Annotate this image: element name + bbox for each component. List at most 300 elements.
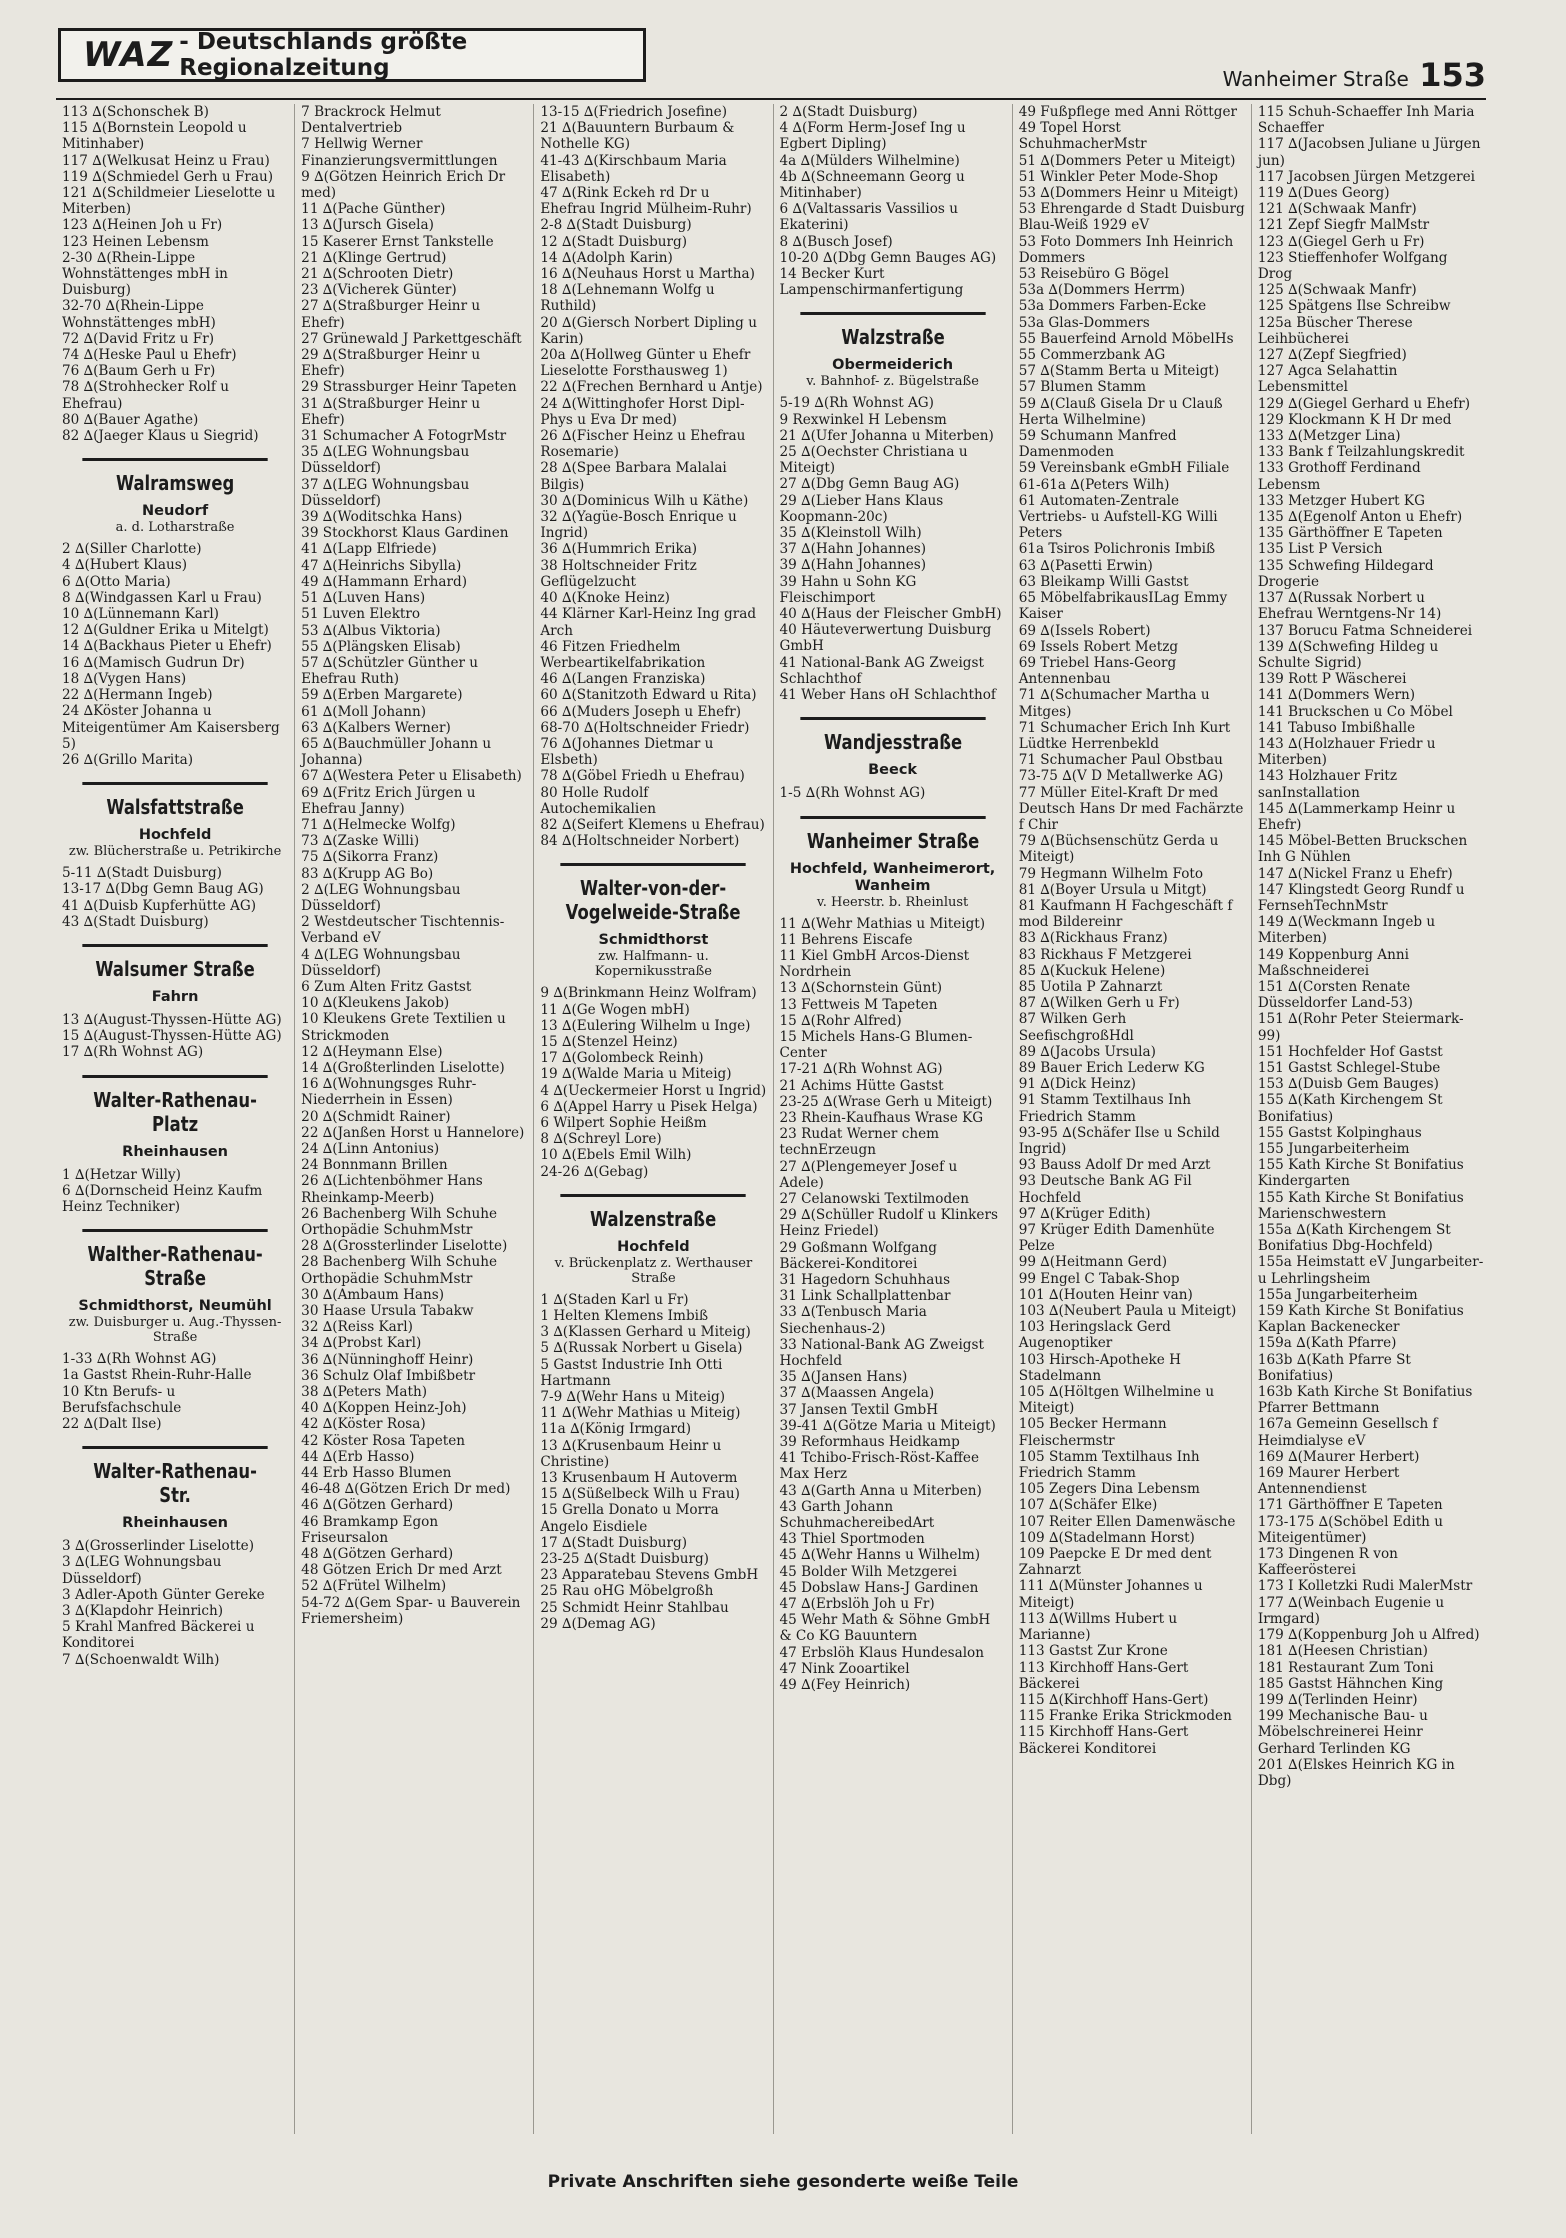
directory-entry: 87 ∆(Wilken Gerh u Fr) bbox=[1018, 995, 1180, 1012]
directory-entry: 14 Becker Kurt Lampenschirmanfertigung bbox=[779, 266, 964, 299]
street-range-note: zw. Duisburger u. Aug.-Thyssen-Straße bbox=[68, 1315, 282, 1346]
directory-entry: 22 ∆(Frechen Bernhard u Antje) bbox=[540, 379, 763, 396]
directory-entry: 14 ∆(Großterlinden Liselotte) bbox=[301, 1059, 505, 1076]
district-name: Schmidthorst bbox=[598, 932, 709, 949]
directory-entry: 21 ∆(Ufer Johanna u Miterben) bbox=[779, 427, 994, 444]
directory-entry: 18 ∆(Vygen Hans) bbox=[62, 670, 187, 687]
directory-entry: 31 ∆(Straßburger Heinr u Ehefr) bbox=[301, 395, 481, 428]
directory-entry: 15 ∆(Rohr Alfred) bbox=[779, 1012, 902, 1029]
directory-entry: 10 Ktn Berufs- u Berufsfachschule bbox=[62, 1383, 182, 1416]
street-name: Wanheimer Straße bbox=[800, 816, 985, 853]
directory-entry: 117 ∆(Jacobsen Juliane u Jürgen jun) bbox=[1257, 136, 1481, 169]
directory-entry: 59 ∆(Clauß Gisela Dr u Clauß Herta Wilhelmine) bbox=[1018, 395, 1223, 428]
directory-entry: 38 Holtschneider Fritz Geflügelzucht bbox=[540, 557, 697, 590]
directory-entry: 4 ∆(Ueckermeier Horst u Ingrid) bbox=[540, 1082, 767, 1099]
directory-entry: 173 Dingenen R von Kaffeerösterei bbox=[1257, 1546, 1398, 1579]
directory-entry: 69 ∆(Fritz Erich Jürgen u Ehefrau Janny) bbox=[301, 784, 476, 817]
directory-entry: 75 ∆(Sikorra Franz) bbox=[301, 849, 439, 866]
directory-entry: 45 Dobslaw Hans-J Gardinen bbox=[779, 1579, 979, 1596]
street-name: Wandjesstraße bbox=[800, 717, 985, 754]
directory-entry: 40 ∆(Koppen Heinz-Joh) bbox=[301, 1400, 467, 1417]
directory-entry: 13-15 ∆(Friedrich Josefine) bbox=[540, 104, 728, 120]
district-name: Hochfeld bbox=[617, 1238, 690, 1255]
directory-entry: 71 ∆(Helmecke Wolfg) bbox=[301, 816, 456, 833]
directory-entry: 171 Gärthöffner E Tapeten bbox=[1257, 1497, 1443, 1514]
directory-entry: 115 Schuh-Schaeffer Inh Maria Schaeffer bbox=[1257, 104, 1475, 137]
directory-entry: 155 ∆(Kath Kirchengem St Bonifatius) bbox=[1257, 1092, 1443, 1125]
directory-entry: 84 ∆(Holtschneider Norbert) bbox=[540, 833, 740, 850]
directory-entry: 125 ∆(Schwaak Manfr) bbox=[1257, 282, 1417, 299]
directory-entry: 153 ∆(Duisb Gem Bauges) bbox=[1257, 1076, 1439, 1093]
directory-entry: 38 ∆(Peters Math) bbox=[301, 1384, 428, 1401]
directory-entry: 25 Schmidt Heinr Stahlbau bbox=[540, 1599, 729, 1616]
footer-note: Private Anschriften siehe gesonderte weiße Teile bbox=[547, 2172, 1019, 2192]
directory-entry: 41-43 ∆(Kirschbaum Maria Elisabeth) bbox=[540, 152, 727, 185]
directory-entry: 13 Fettweis M Tapeten bbox=[779, 996, 938, 1013]
directory-entry: 53 Foto Dommers Inh Heinrich Dommers bbox=[1018, 233, 1234, 266]
directory-entry: 18 ∆(Lehnemann Wolfg u Ruthild) bbox=[540, 282, 715, 315]
directory-entry: 13 ∆(Schornstein Günt) bbox=[779, 980, 943, 997]
directory-entry: 71 ∆(Schumacher Martha u Mitges) bbox=[1018, 687, 1210, 720]
directory-entry: 27 ∆(Dbg Gemn Baug AG) bbox=[779, 476, 960, 493]
directory-entry: 12 ∆(Heymann Else) bbox=[301, 1043, 443, 1060]
directory-entry: 173-175 ∆(Schöbel Edith u Miteigentümer) bbox=[1257, 1513, 1444, 1546]
directory-entry: 47 ∆(Heinrichs Sibylla) bbox=[301, 557, 462, 574]
directory-entry: 41 National-Bank AG Zweigst Schlachthof bbox=[779, 654, 984, 687]
directory-entry: 51 Winkler Peter Mode-Shop bbox=[1018, 168, 1218, 185]
masthead-slogan: - Deutschlands größte Regionalzeitung bbox=[179, 29, 468, 81]
directory-entry: 40 ∆(Knoke Heinz) bbox=[540, 590, 670, 607]
directory-entry: 111 ∆(Münster Johannes u Miteigt) bbox=[1018, 1578, 1203, 1611]
directory-entry: 37 Jansen Textil GmbH bbox=[779, 1401, 939, 1418]
directory-entry: 169 Maurer Herbert Antennendienst bbox=[1257, 1465, 1400, 1498]
directory-entry: 51 Luven Elektro bbox=[301, 606, 421, 623]
directory-entry: 89 Bauer Erich Lederw KG bbox=[1018, 1059, 1205, 1076]
directory-entry: 69 Issels Robert Metzg bbox=[1018, 638, 1179, 655]
directory-entry: 61-61a ∆(Peters Wilh) bbox=[1018, 476, 1170, 493]
directory-entry: 63 ∆(Pasetti Erwin) bbox=[1018, 557, 1153, 574]
directory-entry: 30 ∆(Dominicus Wilh u Käthe) bbox=[540, 492, 749, 509]
directory-entry: 57 ∆(Stamm Berta u Miteigt) bbox=[1018, 363, 1220, 380]
street-name: Walramsweg bbox=[82, 458, 267, 495]
directory-entry: 43 Garth Johann SchuhmachereibedArt bbox=[779, 1498, 935, 1532]
directory-entry: 11 ∆(Wehr Mathias u Miteig) bbox=[540, 1405, 741, 1422]
directory-entry: 2-30 ∆(Rhein-Lippe Wohnstättenges mbH in Duisburg) bbox=[62, 249, 228, 299]
directory-entry: 13 Krusenbaum H Autoverm bbox=[540, 1470, 738, 1487]
directory-column bbox=[533, 104, 772, 2134]
directory-entry: 155a Heimstatt eV Jungarbeiter- u Lehrlingsheim bbox=[1257, 1254, 1484, 1287]
directory-entry: 39 ∆(Hahn Johannes) bbox=[779, 557, 927, 574]
directory-entry: 125a Büscher Therese Leihbücherei bbox=[1257, 314, 1413, 347]
directory-entry: 135 List P Versich bbox=[1257, 541, 1383, 558]
directory-entry: 20 ∆(Schmidt Rainer) bbox=[301, 1108, 451, 1125]
running-head-street: Wanheimer Straße bbox=[1222, 67, 1409, 91]
directory-entry: 151 Hochfelder Hof Gastst bbox=[1257, 1043, 1443, 1060]
running-head bbox=[1223, 56, 1486, 94]
directory-entry: 46 Fitzen Friedhelm Werbeartikelfabrikation bbox=[540, 638, 706, 671]
street-heading bbox=[780, 816, 1006, 910]
directory-entry: 11 ∆(Wehr Mathias u Miteigt) bbox=[779, 915, 986, 932]
directory-column bbox=[773, 104, 1012, 2134]
district-name: Neudorf bbox=[142, 503, 209, 520]
directory-entry: 135 ∆(Egenolf Anton u Ehefr) bbox=[1257, 509, 1463, 526]
directory-entry: 7 Brackrock Helmut Dentalvertrieb bbox=[301, 104, 441, 137]
directory-entry: 27 ∆(Straßburger Heinr u Ehefr) bbox=[301, 298, 481, 331]
street-name: Walzenstraße bbox=[561, 1194, 746, 1231]
directory-entry: 5 ∆(Russak Norbert u Gisela) bbox=[540, 1340, 743, 1357]
directory-entry: 72 ∆(David Fritz u Fr) bbox=[62, 330, 215, 347]
directory-entry: 46 Bramkamp Egon Friseursalon bbox=[301, 1513, 439, 1546]
directory-entry: 51 ∆(Dommers Peter u Miteigt) bbox=[1018, 152, 1236, 169]
directory-entry: 65 ∆(Bauchmüller Johann u Johanna) bbox=[301, 735, 492, 769]
directory-entry: 82 ∆(Seifert Klemens u Ehefrau) bbox=[540, 816, 765, 833]
directory-entry: 34 ∆(Probst Karl) bbox=[301, 1335, 422, 1352]
directory-entry: 113 ∆(Schonschek B) bbox=[62, 104, 209, 120]
directory-entry: 9 ∆(Brinkmann Heinz Wolfram) bbox=[540, 985, 757, 1002]
street-heading bbox=[780, 717, 1006, 779]
directory-entry: 23-25 ∆(Stadt Duisburg) bbox=[540, 1551, 709, 1568]
directory-entry: 73 ∆(Zaske Willi) bbox=[301, 833, 420, 850]
directory-entry: 141 ∆(Dommers Wern) bbox=[1257, 687, 1416, 704]
directory-entry: 103 Hirsch-Apotheke H Stadelmann bbox=[1018, 1351, 1182, 1384]
directory-entry: 43 ∆(Garth Anna u Miterben) bbox=[779, 1482, 982, 1499]
directory-entry: 123 ∆(Giegel Gerh u Fr) bbox=[1257, 233, 1425, 250]
directory-entry: 133 Grothoff Ferdinand Lebensm bbox=[1257, 460, 1421, 493]
directory-entry: 39-41 ∆(Götze Maria u Miteigt) bbox=[779, 1417, 996, 1434]
directory-entry: 47 ∆(Erbslöh Joh u Fr) bbox=[779, 1596, 935, 1613]
directory-entry: 115 ∆(Kirchhoff Hans-Gert) bbox=[1018, 1691, 1209, 1708]
directory-entry: 28 ∆(Grossterlinder Liselotte) bbox=[301, 1238, 508, 1255]
directory-entry: 83 Rickhaus F Metzgerei bbox=[1018, 946, 1192, 963]
directory-entry: 41 ∆(Lapp Elfriede) bbox=[301, 541, 437, 558]
directory-entry: 6 Zum Alten Fritz Gastst bbox=[301, 978, 472, 995]
directory-entry: 107 Reiter Ellen Damenwäsche bbox=[1018, 1513, 1236, 1530]
directory-entry: 27 Celanowski Textilmoden bbox=[779, 1190, 969, 1207]
directory-entry: 159a ∆(Kath Pfarre) bbox=[1257, 1335, 1397, 1352]
directory-entry: 117 ∆(Welkusat Heinz u Frau) bbox=[62, 152, 270, 169]
directory-entry: 97 Krüger Edith Damenhüte Pelze bbox=[1018, 1222, 1215, 1255]
directory-entry: 27 Grünewald J Parkettgeschäft bbox=[301, 330, 522, 347]
directory-entry: 53 ∆(Albus Viktoria) bbox=[301, 622, 441, 639]
directory-entry: 151 Gastst Schlegel-Stube bbox=[1257, 1059, 1441, 1076]
directory-entry: 57 Blumen Stamm bbox=[1018, 379, 1147, 396]
directory-entry: 44 Klärner Karl-Heinz Ing grad Arch bbox=[540, 606, 757, 639]
directory-entry: 80 ∆(Bauer Agathe) bbox=[62, 411, 199, 428]
directory-entry: 53 Reisebüro G Bögel bbox=[1018, 266, 1169, 283]
directory-entry: 4a ∆(Mülders Wilhelmine) bbox=[779, 152, 960, 169]
directory-entry: 121 ∆(Schwaak Manfr) bbox=[1257, 201, 1417, 218]
directory-entry: 54-72 ∆(Gem Spar- u Bauverein Friemersheim) bbox=[301, 1594, 521, 1627]
directory-entry: 5 Gastst Industrie Inh Otti Hartmann bbox=[540, 1356, 723, 1389]
directory-column bbox=[56, 104, 294, 2134]
directory-entry: 42 ∆(Köster Rosa) bbox=[301, 1416, 426, 1433]
directory-entry: 49 ∆(Fey Heinrich) bbox=[779, 1677, 911, 1694]
directory-entry: 2 ∆(Stadt Duisburg) bbox=[779, 104, 918, 120]
directory-entry: 13 ∆(August-Thyssen-Hütte AG) bbox=[62, 1011, 282, 1028]
directory-entry: 151 ∆(Corsten Renate Düsseldorfer Land-53) bbox=[1257, 978, 1413, 1012]
directory-entry: 53 Ehrengarde d Stadt Duisburg Blau-Weiß 1929 eV bbox=[1018, 201, 1245, 234]
directory-entry: 13 ∆(Eulering Wilhelm u Inge) bbox=[540, 1017, 751, 1034]
street-heading bbox=[540, 863, 766, 979]
directory-entry: 141 Tabuso Imbißhalle bbox=[1257, 719, 1416, 736]
directory-entry: 115 ∆(Bornstein Leopold u Mitinhaber) bbox=[62, 120, 247, 153]
directory-entry: 37 ∆(Maassen Angela) bbox=[779, 1385, 935, 1402]
directory-entry: 53a ∆(Dommers Herrm) bbox=[1018, 282, 1185, 299]
directory-entry: 30 ∆(Ambaum Hans) bbox=[301, 1286, 445, 1303]
directory-entry: 61a Tsiros Polichronis Imbiß bbox=[1018, 541, 1216, 558]
directory-entry: 52 ∆(Frütel Wilhelm) bbox=[301, 1578, 447, 1595]
directory-entry: 39 Reformhaus Heidkamp bbox=[779, 1434, 960, 1450]
directory-entry: 29 Goßmann Wolfgang Bäckerei-Konditorei bbox=[779, 1239, 937, 1272]
directory-entry: 109 ∆(Stadelmann Horst) bbox=[1018, 1529, 1195, 1546]
directory-entry: 21 Achims Hütte Gastst bbox=[779, 1077, 944, 1094]
street-name: Walsfattstraße bbox=[82, 782, 267, 819]
directory-entry: 147 ∆(Nickel Franz u Ehefr) bbox=[1257, 865, 1453, 882]
directory-entry: 26 ∆(Lichtenböhmer Hans Rheinkamp-Meerb) bbox=[301, 1173, 483, 1206]
district-name: Fahrn bbox=[151, 988, 199, 1005]
street-name: Walsumer Straße bbox=[82, 944, 267, 981]
directory-entry: 1 ∆(Staden Karl u Fr) bbox=[540, 1291, 689, 1308]
directory-entry: 59 Schumann Manfred Damenmoden bbox=[1018, 428, 1177, 461]
directory-entry: 46 ∆(Götzen Gerhard) bbox=[301, 1497, 454, 1514]
district-name: Rheinhausen bbox=[122, 1143, 228, 1160]
header-rule bbox=[56, 98, 1486, 100]
directory-entry: 19 ∆(Walde Maria u Miteig) bbox=[540, 1066, 732, 1083]
district-name: Schmidthorst, Neumühl bbox=[78, 1298, 272, 1315]
directory-entry: 139 ∆(Schwefing Hildeg u Schulte Sigrid) bbox=[1257, 638, 1439, 671]
directory-entry: 10-20 ∆(Dbg Gemn Bauges AG) bbox=[779, 249, 997, 266]
directory-entry: 20a ∆(Hollweg Günter u Ehefr Lieselotte Forsthausweg 1) bbox=[540, 347, 751, 380]
street-range-note: v. Heerstr. b. Rheinlust bbox=[816, 894, 969, 910]
directory-entry: 159 Kath Kirche St Bonifatius Kaplan Backenecker bbox=[1257, 1303, 1464, 1336]
directory-entry: 41 Weber Hans oH Schlachthof bbox=[779, 687, 996, 704]
directory-entry: 167a Gemeinn Gesellsch f Heimdialyse eV bbox=[1257, 1416, 1438, 1449]
directory-entry: 11 ∆(Pache Günther) bbox=[301, 201, 446, 218]
directory-entry: 15 ∆(Süßelbeck Wilh u Frau) bbox=[540, 1486, 740, 1503]
directory-entry: 69 Triebel Hans-Georg Antennenbau bbox=[1018, 654, 1177, 688]
directory-entry: 7 ∆(Schoenwaldt Wilh) bbox=[62, 1651, 220, 1668]
street-range-note: v. Bahnhof- z. Bügelstraße bbox=[806, 374, 979, 390]
directory-entry: 133 ∆(Metzger Lina) bbox=[1257, 428, 1401, 445]
directory-entry: 25 Rau oHG Möbelgroßh bbox=[540, 1583, 714, 1600]
directory-entry: 89 ∆(Jacobs Ursula) bbox=[1018, 1043, 1156, 1060]
directory-entry: 29 ∆(Demag AG) bbox=[540, 1615, 656, 1632]
directory-entry: 155 Kath Kirche St Bonifatius Marienschwestern bbox=[1257, 1189, 1464, 1222]
directory-entry: 79 Hegmann Wilhelm Foto bbox=[1018, 865, 1204, 882]
directory-entry: 177 ∆(Weinbach Eugenie u Irmgard) bbox=[1257, 1594, 1445, 1627]
directory-entry: 37 ∆(LEG Wohnungsbau Düsseldorf) bbox=[301, 476, 470, 509]
street-heading bbox=[62, 1075, 288, 1161]
directory-entry: 119 ∆(Schmiedel Gerh u Frau) bbox=[62, 168, 274, 185]
directory-entry: 24 ∆Köster Johanna u Miteigentümer Am Kaisersberg 5) bbox=[62, 703, 280, 752]
directory-entry: 147 Klingstedt Georg Rundf u FernsehTechnMstr bbox=[1257, 881, 1465, 914]
street-heading bbox=[62, 1446, 288, 1532]
directory-entry: 55 Commerzbank AG bbox=[1018, 347, 1166, 364]
directory-entry: 105 Stamm Textilhaus Inh Friedrich Stamm bbox=[1018, 1448, 1200, 1482]
directory-entry: 103 Heringslack Gerd Augenoptiker bbox=[1018, 1319, 1171, 1352]
street-name: Walter-Rathenau-Str. bbox=[82, 1446, 267, 1507]
directory-entry: 155 Gastst Kolpinghaus bbox=[1257, 1124, 1422, 1141]
directory-entry: 63 ∆(Kalbers Werner) bbox=[301, 719, 451, 736]
directory-entry: 35 ∆(LEG Wohnungsbau Düsseldorf) bbox=[301, 444, 470, 477]
directory-entry: 45 ∆(Wehr Hanns u Wilhelm) bbox=[779, 1547, 981, 1564]
directory-entry: 151 ∆(Rohr Peter Steiermark-99) bbox=[1257, 1011, 1464, 1044]
directory-entry: 1 Helten Klemens Imbiß bbox=[540, 1307, 709, 1324]
directory-entry: 49 ∆(Hammann Erhard) bbox=[301, 573, 468, 590]
directory-entry: 1a Gastst Rhein-Ruhr-Halle bbox=[62, 1367, 252, 1384]
directory-entry: 93-95 ∆(Schäfer Ilse u Schild Ingrid) bbox=[1018, 1124, 1220, 1157]
directory-entry: 113 Gastst Zur Krone bbox=[1018, 1643, 1168, 1660]
directory-entry: 45 Bolder Wilh Metzgerei bbox=[779, 1563, 957, 1580]
directory-entry: 31 Hagedorn Schuhhaus bbox=[779, 1271, 951, 1288]
directory-entry: 24-26 ∆(Gebag) bbox=[540, 1163, 649, 1180]
directory-entry: 13-17 ∆(Dbg Gemn Baug AG) bbox=[62, 881, 264, 898]
directory-entry: 59 ∆(Erben Margarete) bbox=[301, 687, 463, 704]
directory-entry: 10 ∆(Ebels Emil Wilh) bbox=[540, 1147, 692, 1164]
directory-entry: 15 Michels Hans-G Blumen-Center bbox=[779, 1028, 973, 1062]
directory-entry: 11 Behrens Eiscafe bbox=[779, 931, 913, 948]
directory-entry: 16 ∆(Wohnungsges Ruhr-Niederrhein in Essen) bbox=[301, 1076, 477, 1109]
directory-entry: 137 Borucu Fatma Schneiderei bbox=[1257, 622, 1473, 639]
directory-entry: 40 Häuteverwertung Duisburg GmbH bbox=[779, 622, 992, 655]
directory-entry: 67 ∆(Westera Peter u Elisabeth) bbox=[301, 768, 522, 785]
directory-entry: 181 Restaurant Zum Toni bbox=[1257, 1659, 1434, 1676]
directory-entry: 48 Götzen Erich Dr med Arzt bbox=[301, 1562, 502, 1579]
directory-entry: 21 ∆(Bauuntern Burbaum & Nothelle KG) bbox=[540, 120, 735, 153]
directory-entry: 139 Rott P Wäscherei bbox=[1257, 671, 1407, 688]
directory-entry: 93 Deutsche Bank AG Fil Hochfeld bbox=[1018, 1173, 1192, 1206]
directory-entry: 43 ∆(Stadt Duisburg) bbox=[62, 913, 209, 930]
directory-entry: 29 ∆(Lieber Hans Klaus Koopmann-20c) bbox=[779, 492, 944, 525]
directory-entry: 26 Bachenberg Wilh Schuhe Orthopädie SchuhmMstr bbox=[301, 1205, 498, 1239]
directory-entry: 29 Strassburger Heinr Tapeten bbox=[301, 379, 517, 396]
directory-entry: 76 ∆(Johannes Dietmar u Elsbeth) bbox=[540, 735, 714, 769]
directory-entry: 155a Jungarbeiterheim bbox=[1257, 1286, 1418, 1303]
directory-entry: 179 ∆(Koppenburg Joh u Alfred) bbox=[1257, 1627, 1480, 1644]
directory-entry: 46 ∆(Langen Franziska) bbox=[540, 671, 706, 688]
directory-entry: 83 ∆(Krupp AG Bo) bbox=[301, 865, 434, 882]
directory-entry: 4 ∆(Hubert Klaus) bbox=[62, 557, 188, 574]
directory-entry: 11a ∆(König Irmgard) bbox=[540, 1421, 692, 1438]
directory-entry: 123 ∆(Heinen Joh u Fr) bbox=[62, 217, 223, 234]
directory-entry: 33 National-Bank AG Zweigst Hochfeld bbox=[779, 1336, 984, 1369]
district-name: Rheinhausen bbox=[122, 1515, 228, 1532]
directory-entry: 36 ∆(Nünninghoff Heinr) bbox=[301, 1351, 474, 1368]
directory-entry: 22 ∆(Dalt Ilse) bbox=[62, 1415, 162, 1432]
directory-entry: 80 Holle Rudolf Autochemikalien bbox=[540, 784, 657, 817]
directory-entry: 6 ∆(Appel Harry u Pisek Helga) bbox=[540, 1098, 758, 1115]
directory-entry: 201 ∆(Elskes Heinrich KG in Dbg) bbox=[1257, 1756, 1455, 1789]
directory-entry: 145 Möbel-Betten Bruckschen Inh G Nühlen bbox=[1257, 833, 1468, 866]
directory-entry: 33 ∆(Tenbusch Maria Siechenhaus-2) bbox=[779, 1304, 927, 1337]
directory-entry: 2 Westdeutscher Tischtennis-Verband eV bbox=[301, 914, 505, 947]
directory-entry: 23-25 ∆(Wrase Gerh u Miteigt) bbox=[779, 1093, 993, 1110]
street-range-note: a. d. Lotharstraße bbox=[115, 520, 235, 536]
directory-entry: 155 Kath Kirche St Bonifatius Kindergarten bbox=[1257, 1157, 1464, 1190]
directory-entry: 8 ∆(Busch Josef) bbox=[779, 233, 893, 250]
directory-entry: 41 ∆(Duisb Kupferhütte AG) bbox=[62, 897, 257, 914]
directory-columns bbox=[56, 104, 1490, 2134]
directory-entry: 163b ∆(Kath Pfarre St Bonifatius) bbox=[1257, 1351, 1411, 1384]
directory-entry: 9 ∆(Götzen Heinrich Erich Dr med) bbox=[301, 168, 506, 202]
directory-entry: 76 ∆(Baum Gerh u Fr) bbox=[62, 363, 216, 380]
directory-entry: 59 Vereinsbank eGmbH Filiale bbox=[1018, 460, 1230, 477]
directory-entry: 46-48 ∆(Götzen Erich Dr med) bbox=[301, 1481, 511, 1498]
directory-entry: 23 Rhein-Kaufhaus Wrase KG bbox=[779, 1109, 984, 1126]
directory-entry: 79 ∆(Büchsenschütz Gerda u Miteigt) bbox=[1018, 833, 1219, 866]
directory-entry: 1 ∆(Hetzar Willy) bbox=[62, 1166, 181, 1183]
directory-entry: 23 Apparatebau Stevens GmbH bbox=[540, 1567, 759, 1584]
directory-entry: 26 ∆(Fischer Heinz u Ehefrau Rosemarie) bbox=[540, 428, 746, 461]
directory-entry: 7 Hellwig Werner Finanzierungsvermittlungen bbox=[301, 136, 498, 169]
directory-entry: 3 ∆(LEG Wohnungsbau Düsseldorf) bbox=[62, 1554, 222, 1587]
directory-entry: 6 ∆(Otto Maria) bbox=[62, 573, 171, 590]
directory-entry: 24 ∆(Wittinghofer Horst Dipl-Phys u Eva Dr med) bbox=[540, 395, 745, 428]
directory-entry: 173 I Kolletzki Rudi MalerMstr bbox=[1257, 1578, 1473, 1595]
street-range-note: zw. Halfmann- u. Kopernikusstraße bbox=[594, 949, 712, 980]
directory-entry: 24 ∆(Linn Antonius) bbox=[301, 1141, 440, 1157]
directory-entry: 47 Nink Zooartikel bbox=[779, 1660, 910, 1677]
directory-entry: 1-5 ∆(Rh Wohnst AG) bbox=[779, 785, 926, 802]
directory-entry: 6 ∆(Valtassaris Vassilios u Ekaterini) bbox=[779, 201, 958, 234]
directory-entry: 199 Mechanische Bau- u Möbelschreinerei Heinr Gerhard Terlinden KG bbox=[1257, 1708, 1428, 1757]
directory-entry: 137 ∆(Russak Norbert u Ehefrau Werntgens-Nr 14) bbox=[1257, 590, 1442, 623]
directory-entry: 123 Heinen Lebensm bbox=[62, 233, 209, 250]
street-range-note: zw. Blücherstraße u. Petrikirche bbox=[68, 844, 282, 860]
directory-entry: 31 Link Schallplattenbar bbox=[779, 1288, 951, 1305]
directory-entry: 30 Haase Ursula Tabakw bbox=[301, 1303, 474, 1320]
directory-entry: 16 ∆(Mamisch Gudrun Dr) bbox=[62, 654, 245, 671]
directory-entry: 3 ∆(Klapdohr Heinrich) bbox=[62, 1602, 224, 1619]
directory-entry: 47 Erbslöh Klaus Hundesalon bbox=[779, 1644, 984, 1661]
directory-entry: 35 ∆(Kleinstoll Wilh) bbox=[779, 525, 922, 542]
directory-entry: 29 ∆(Straßburger Heinr u Ehefr) bbox=[301, 347, 481, 380]
directory-entry: 3 Adler-Apoth Günter Gereke bbox=[62, 1586, 265, 1603]
directory-column bbox=[1251, 104, 1490, 2134]
directory-entry: 61 ∆(Moll Johann) bbox=[301, 703, 427, 720]
directory-entry: 155a ∆(Kath Kirchengem St Bonifatius Dbg-Hochfeld) bbox=[1257, 1222, 1451, 1255]
directory-entry: 53a Glas-Dommers bbox=[1018, 314, 1150, 331]
directory-entry: 121 ∆(Schildmeier Lieselotte u Miterben) bbox=[62, 185, 276, 218]
directory-entry: 28 ∆(Spee Barbara Malalai Bilgis) bbox=[540, 460, 727, 493]
street-name: Walzstraße bbox=[800, 312, 985, 349]
directory-entry: 74 ∆(Heske Paul u Ehefr) bbox=[62, 347, 237, 364]
directory-entry: 91 ∆(Dick Heinz) bbox=[1018, 1076, 1136, 1093]
directory-entry: 2 ∆(LEG Wohnungsbau Düsseldorf) bbox=[301, 881, 461, 914]
directory-entry: 105 Becker Hermann Fleischermstr bbox=[1018, 1416, 1167, 1449]
street-heading bbox=[62, 944, 288, 1006]
directory-entry: 129 Klockmann K H Dr med bbox=[1257, 411, 1452, 428]
directory-entry: 8 ∆(Windgassen Karl u Frau) bbox=[62, 589, 262, 606]
directory-entry: 15 ∆(August-Thyssen-Hütte AG) bbox=[62, 1028, 282, 1045]
district-name: Beeck bbox=[868, 762, 918, 779]
directory-entry: 14 ∆(Adolph Karin) bbox=[540, 249, 673, 266]
directory-entry: 17 ∆(Stadt Duisburg) bbox=[540, 1534, 688, 1551]
directory-entry: 1-33 ∆(Rh Wohnst AG) bbox=[62, 1351, 217, 1368]
directory-entry: 43 Thiel Sportmoden bbox=[779, 1531, 925, 1548]
directory-entry: 81 Kaufmann H Fachgeschäft f mod Bildereinr bbox=[1018, 897, 1233, 931]
directory-entry: 155 Jungarbeiterheim bbox=[1257, 1141, 1410, 1157]
street-heading bbox=[62, 1229, 288, 1345]
directory-entry: 85 Uotila P Zahnarzt bbox=[1018, 978, 1163, 995]
directory-entry: 23 Rudat Werner chem technErzeugn bbox=[779, 1126, 940, 1159]
directory-entry: 53 ∆(Dommers Heinr u Miteigt) bbox=[1018, 185, 1239, 202]
directory-entry: 135 Gärthöffner E Tapeten bbox=[1257, 525, 1443, 542]
directory-entry: 40 ∆(Haus der Fleischer GmbH) bbox=[779, 606, 1002, 623]
directory-entry: 22 ∆(Janßen Horst u Hannelore) bbox=[301, 1124, 525, 1141]
directory-entry: 51 ∆(Luven Hans) bbox=[301, 590, 426, 607]
directory-entry: 29 ∆(Schüller Rudolf u Klinkers Heinz Friedel) bbox=[779, 1207, 998, 1240]
